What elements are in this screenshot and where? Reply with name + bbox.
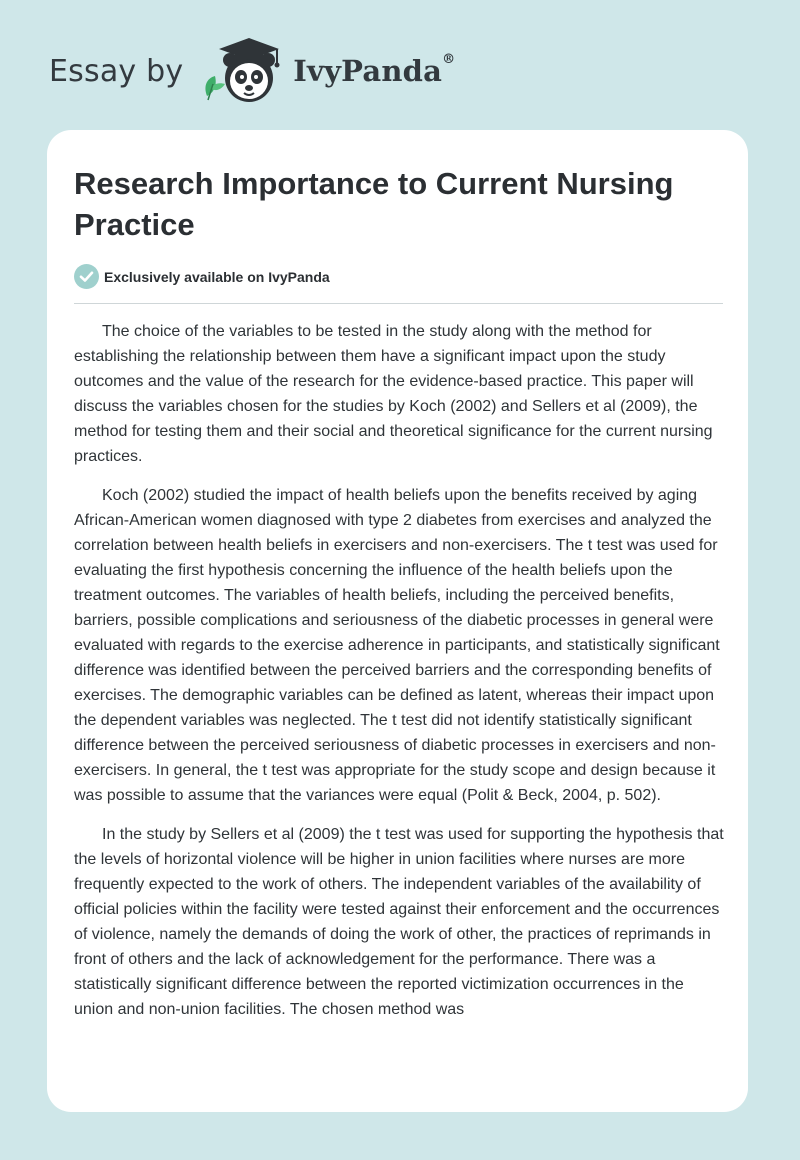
- check-circle-icon: [74, 264, 99, 289]
- paragraph-1: The choice of the variables to be tested in the study along with the method for establishing the relationship between them have a significant impact upon the study outcomes and the value of the research for the evidence-based practice. This paper will discuss the variables chosen for the studies by Koch (2002) and Sellers et al (2009), the method for testing them and their social and theoretical significance for the current nursing practices.: [74, 323, 713, 465]
- essay-body: [74, 319, 726, 1036]
- exclusive-label: Exclusively available on IvyPanda: [104, 268, 330, 285]
- ivypanda-logo-link[interactable]: [197, 34, 455, 108]
- brand-name: [293, 54, 455, 88]
- paragraph-2: Koch (2002) studied the impact of health beliefs upon the benefits received by aging African-American women diagnosed with type 2 diabetes from exercises and analyzed the correlation between health beliefs in exercisers and non-exercisers. The t test was used for evaluating the first hypothesis concerning the influence of the health beliefs upon the treatment outcomes. The variables of health beliefs, including the perceived benefits, barriers, possible complications and seriousness of the diabetic processes in general were evaluated with regards to the exercise adherence in participants, and statistically significant difference was identified between the perceived barriers and the corresponding benefits of exercises. The demographic variables can be defined as latent, whereas their impact upon the dependent variables was neglected. The t test did not identify statistically significant difference between the perceived seriousness of diabetic processes in exercisers and non-exercisers. In general, the t test was appropriate for the study scope and design because it was possible to assume that the variances were equal (Polit & Beck, 2004, p. 502).: [74, 487, 720, 804]
- registered-mark: ®: [442, 52, 456, 67]
- essay-card: [47, 130, 748, 1112]
- panda-logo-icon: [197, 34, 287, 108]
- paragraph-3: In the study by Sellers et al (2009) the t test was used for supporting the hypothesis that the levels of horizontal violence will be higher in union facilities where nurses are more frequently expected to the work of others. The independent variables of the availability of official policies within the facility were tested against their enforcement and the occurrences of violence, namely the demands of doing the work of other, the practices of reprimands in front of others and the lack of acknowledgement for the performance. There was a statistically significant difference between the reported victimization occurrences in the union and non-union facilities. The chosen method was: [74, 826, 724, 1018]
- essay-by-label: Essay by: [49, 53, 184, 89]
- essay-title: Research Importance to Current Nursing Practice: [74, 166, 674, 242]
- brand-name-text: IvyPanda: [293, 54, 443, 88]
- site-header: [49, 34, 455, 108]
- title-divider: [74, 303, 723, 304]
- ivy-leaf-icon: [206, 76, 226, 100]
- exclusive-badge: [74, 264, 330, 289]
